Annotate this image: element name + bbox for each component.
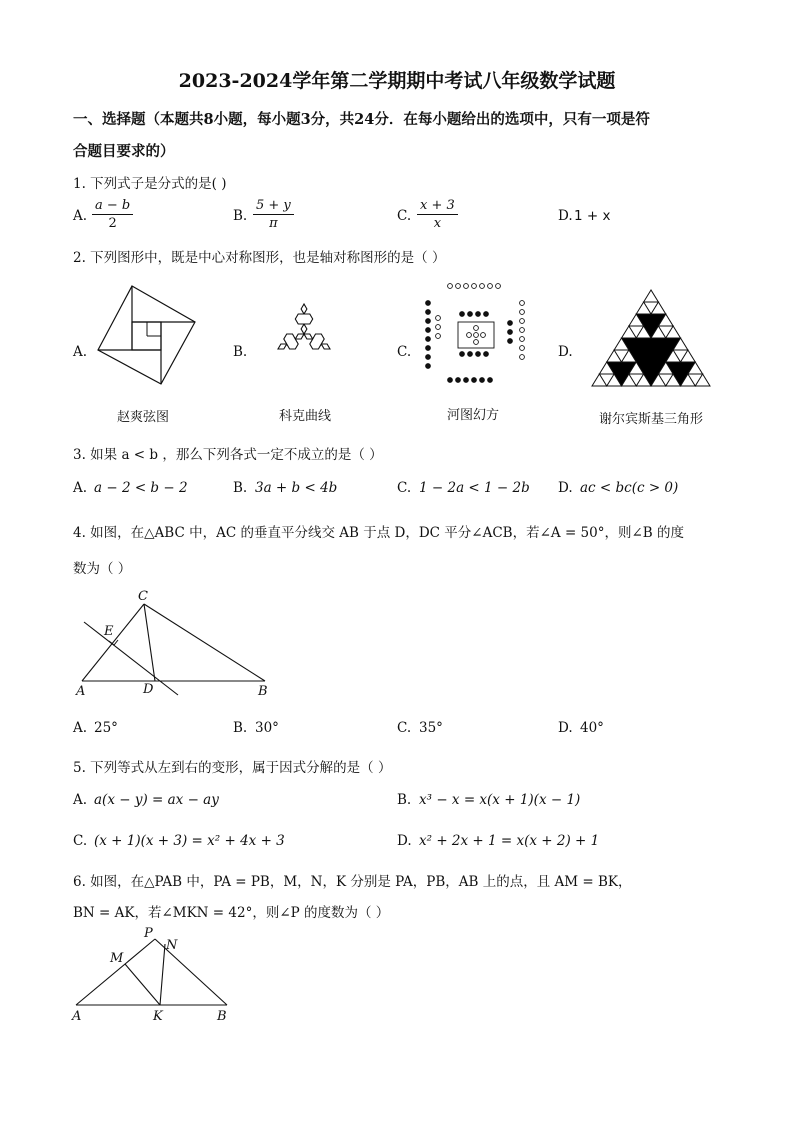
q4-label-e: E [104, 624, 114, 639]
q5-a-label: A. [73, 792, 88, 808]
q2-stem: 2. 下列图形中，既是中心对称图形，也是轴对称图形的是（ ） [73, 250, 446, 266]
q5-d-label: D. [397, 833, 412, 849]
q5-b-label: B. [397, 792, 412, 808]
q1-c-numerator: x + 3 [417, 197, 458, 215]
section-heading-line2: 合题目要求的） [73, 143, 175, 160]
q1-d-label: D. [558, 208, 573, 224]
q6-label-m: M [110, 951, 124, 966]
q4-a-label: A. [73, 720, 88, 736]
q4-label-c: C [138, 589, 148, 604]
q2-c-label: C. [397, 344, 412, 360]
q6-label-n: N [166, 938, 178, 953]
sierpinski-triangle-figure [590, 288, 712, 390]
q1-c-denominator: x [433, 216, 442, 231]
q1-c-label: C. [397, 208, 412, 224]
q5-stem: 5. 下列等式从左到右的变形，属于因式分解的是（ ） [73, 760, 392, 776]
q1-a-label: A. [73, 208, 88, 224]
zhao-shuang-figure [95, 284, 199, 386]
q2-d-label: D. [558, 344, 573, 360]
q3-c-label: C. [397, 480, 412, 496]
q4-b-label: B. [233, 720, 248, 736]
q3-d-label: D. [558, 480, 573, 496]
q6-stem-line1: 6. 如图，在△PAB 中，PA = PB，M，N，K 分别是 PA，PB，AB 上的点，且 AM = BK， [73, 874, 632, 890]
q4-stem-line2: 数为（ ） [73, 561, 132, 577]
q4-label-a: A [76, 684, 86, 699]
q1-a-fraction [92, 197, 133, 233]
q4-label-d: D [143, 682, 154, 697]
q4-d-label: D. [558, 720, 573, 736]
q3-a-text: a − 2 < b − 2 [94, 480, 188, 496]
q1-a-numerator: a − b [92, 197, 133, 215]
q4-a-text: 25° [94, 720, 118, 736]
q4-label-b: B [258, 684, 268, 699]
page-title: 2023-2024学年第二学期期中考试八年级数学试题 [178, 70, 616, 92]
q3-b-label: B. [233, 480, 248, 496]
q5-a-text: a(x − y) = ax − ay [94, 792, 219, 808]
q3-c-text: 1 − 2a < 1 − 2b [419, 480, 530, 496]
q4-triangle-figure [72, 586, 282, 700]
q6-label-b: B [217, 1009, 227, 1024]
q6-label-p: P [144, 926, 153, 941]
q1-d-text: 1 + x [574, 208, 611, 224]
q1-c-fraction [417, 197, 458, 233]
q4-c-text: 35° [419, 720, 443, 736]
q1-b-label: B. [233, 208, 248, 224]
q4-c-label: C. [397, 720, 412, 736]
q2-b-caption: 科克曲线 [278, 409, 331, 424]
q1-b-numerator: 5 + y [253, 197, 294, 215]
q5-c-label: C. [73, 833, 88, 849]
q3-b-text: 3a + b < 4b [255, 480, 338, 496]
q1-b-fraction [253, 197, 294, 233]
q2-c-caption: 河图幻方 [446, 408, 499, 423]
q2-d-caption: 谢尔宾斯基三角形 [598, 412, 703, 427]
q6-triangle-figure [70, 924, 240, 1026]
q3-a-label: A. [73, 480, 88, 496]
q1-stem: 1. 下列式子是分式的是( ) [73, 176, 227, 192]
q6-label-a: A [72, 1009, 82, 1024]
koch-curve-figure [258, 282, 350, 382]
section-heading-line1: 一、选择题（本题共8小题，每小题3分，共24分．在每小题给出的选项中，只有一项是符 [73, 111, 650, 128]
q4-b-text: 30° [255, 720, 279, 736]
he-tu-magic-square-figure [420, 278, 532, 390]
q1-a-denominator: 2 [108, 216, 117, 231]
q3-stem: 3. 如果 a < b ，那么下列各式一定不成立的是（ ） [73, 447, 383, 463]
q1-b-denominator: π [269, 216, 278, 231]
q4-stem-line1: 4. 如图，在△ABC 中，AC 的垂直平分线交 AB 于点 D，DC 平分∠ACB，若∠A = 50°，则∠B 的度 [73, 525, 684, 541]
q5-c-text: (x + 1)(x + 3) = x² + 4x + 3 [94, 833, 285, 849]
q6-label-k: K [153, 1009, 163, 1024]
q2-b-label: B. [233, 344, 248, 360]
q4-d-text: 40° [580, 720, 604, 736]
q2-a-caption: 赵爽弦图 [116, 410, 169, 425]
q2-a-label: A. [73, 344, 88, 360]
q5-b-text: x³ − x = x(x + 1)(x − 1) [419, 792, 581, 808]
q6-stem-line2: BN = AK，若∠MKN = 42°，则∠P 的度数为（ ） [73, 905, 390, 921]
q5-d-text: x² + 2x + 1 = x(x + 2) + 1 [419, 833, 600, 849]
q3-d-text: ac < bc(c > 0) [580, 480, 679, 496]
